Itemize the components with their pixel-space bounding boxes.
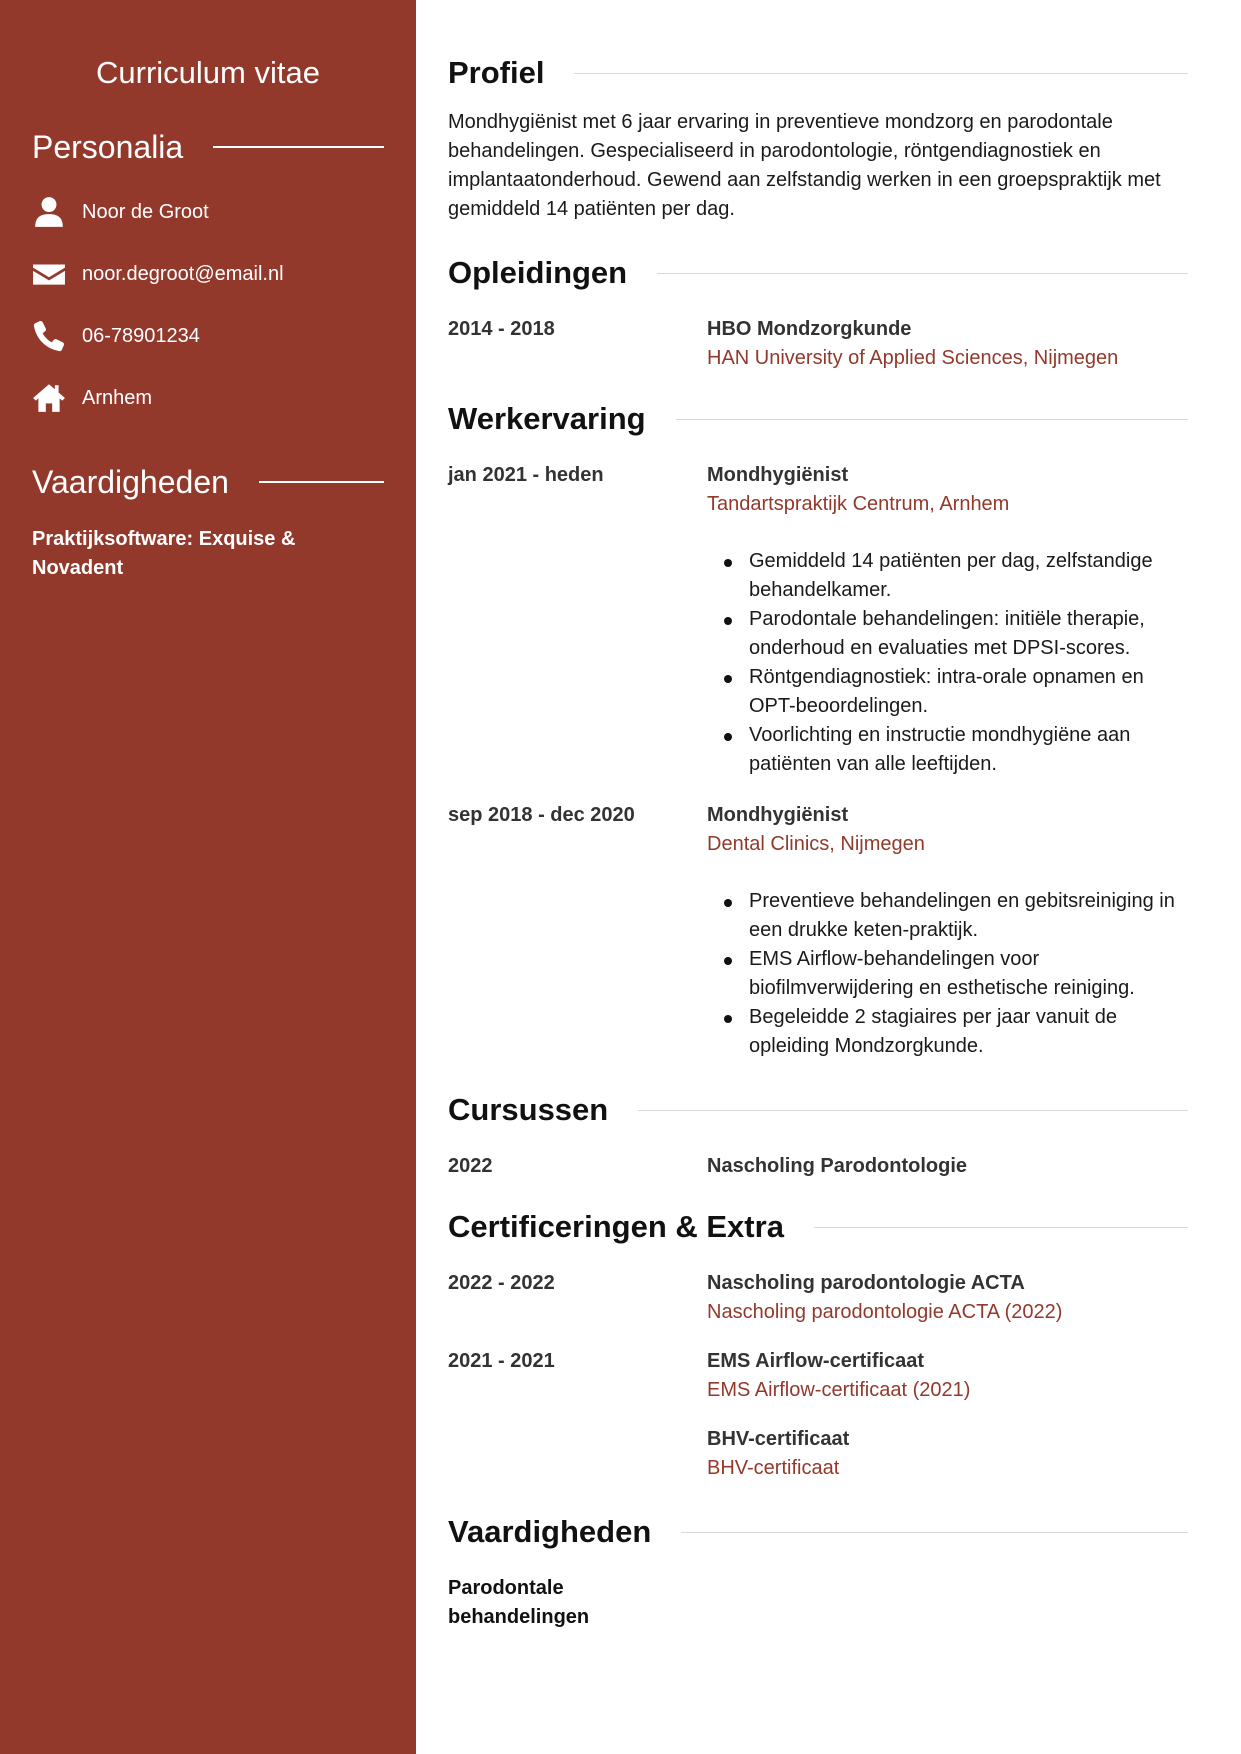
entry-organization: Nascholing parodontologie ACTA (2022) xyxy=(707,1301,1063,1323)
entry-organization: Tandartspraktijk Centrum, Arnhem xyxy=(707,493,1010,515)
experience-heading-label: Werkervaring xyxy=(448,401,646,436)
heading-divider xyxy=(574,73,1188,74)
heading-divider xyxy=(681,1532,1188,1533)
entry-title: Mondhygiënist xyxy=(707,804,849,826)
contact-city-text: Arnhem xyxy=(82,386,153,409)
certification-entry xyxy=(448,1347,1188,1405)
experience-entry xyxy=(448,461,1188,779)
cv-title: Curriculum vitae xyxy=(96,55,320,90)
entry-date: sep 2018 - dec 2020 xyxy=(448,804,635,826)
heading-divider xyxy=(213,146,384,148)
contact-list xyxy=(32,181,384,429)
entry-date: jan 2021 - heden xyxy=(448,464,604,486)
contact-email[interactable] xyxy=(32,243,384,305)
heading-divider xyxy=(259,481,384,483)
entry-body xyxy=(707,1152,1188,1181)
profile-heading-label: Profiel xyxy=(448,55,545,90)
profile-text: Mondhygiënist met 6 jaar ervaring in preventieve mondzorg en parodontale behandelingen. Gespecialiseerd in parodontologie, röntgendiagnostiek en implantaatonderhoud. Gewend aan zelfstandig werken in een groepspraktijk met gemiddeld 14 patiënten per dag. xyxy=(448,111,1161,220)
education-heading-label: Opleidingen xyxy=(448,255,628,290)
entry-title: HBO Mondzorgkunde xyxy=(707,318,912,340)
contact-name xyxy=(32,181,384,243)
experience-entry xyxy=(448,801,1188,1061)
course-entry xyxy=(448,1152,1188,1181)
entry-date: 2022 xyxy=(448,1155,493,1177)
entry-title: Nascholing Parodontologie xyxy=(707,1155,968,1177)
user-icon xyxy=(32,195,66,229)
bullet-item: Begeleidde 2 stagiaires per jaar vanuit de opleiding Mondzorgkunde. xyxy=(707,1003,1188,1061)
entry-body xyxy=(707,1425,1188,1483)
entry-organization: EMS Airflow-certificaat (2021) xyxy=(707,1379,971,1401)
heading-divider xyxy=(676,419,1188,420)
entry-title: BHV-certificaat xyxy=(707,1428,850,1450)
education-heading xyxy=(448,252,1188,294)
entry-date: 2021 - 2021 xyxy=(448,1350,555,1372)
entry-organization: BHV-certificaat xyxy=(707,1457,840,1479)
personalia-heading-label: Personalia xyxy=(32,128,184,165)
bullet-item: Voorlichting en instructie mondhygiëne aan patiënten van alle leeftijden. xyxy=(707,721,1188,779)
envelope-icon xyxy=(32,257,66,291)
entry-title: Nascholing parodontologie ACTA xyxy=(707,1272,1025,1294)
bullet-item: Preventieve behandelingen en gebitsreiniging in een drukke keten-praktijk. xyxy=(707,887,1188,945)
courses-heading-label: Cursussen xyxy=(448,1092,609,1127)
bullet-item: EMS Airflow-behandelingen voor biofilmverwijdering en esthetische reiniging. xyxy=(707,945,1188,1003)
contact-phone-text[interactable]: 06-78901234 xyxy=(82,324,200,347)
entry-bullets xyxy=(707,547,1188,779)
sidebar-skills-heading-label: Vaardigheden xyxy=(32,463,229,500)
entry-body xyxy=(707,461,1188,779)
sidebar-skill-item: Praktijksoftware: Exquise & Novadent xyxy=(32,528,296,579)
bullet-item: Parodontale behandelingen: initiële therapie, onderhoud en evaluaties met DPSI-scores. xyxy=(707,605,1188,663)
entry-title: EMS Airflow-certificaat xyxy=(707,1350,925,1372)
courses-heading xyxy=(448,1089,1188,1131)
experience-heading xyxy=(448,398,1188,440)
skill-item: Parodontale behandelingen xyxy=(448,1577,590,1628)
entry-body xyxy=(707,1347,1188,1405)
certifications-heading-label: Certificeringen & Extra xyxy=(448,1209,784,1244)
skills-heading xyxy=(448,1511,1188,1553)
personalia-heading xyxy=(32,126,384,168)
heading-divider xyxy=(657,273,1188,274)
home-icon xyxy=(32,381,66,415)
certifications-heading xyxy=(448,1206,1188,1248)
phone-icon xyxy=(32,319,66,353)
certification-entry xyxy=(448,1425,1188,1483)
entry-title: Mondhygiënist xyxy=(707,464,849,486)
entry-body xyxy=(707,315,1188,373)
sidebar-skills-heading xyxy=(32,461,384,503)
profile-heading xyxy=(448,52,1188,94)
entry-organization: HAN University of Applied Sciences, Nijmegen xyxy=(707,347,1119,369)
contact-name-text: Noor de Groot xyxy=(82,200,209,223)
entry-date: 2014 - 2018 xyxy=(448,318,555,340)
entry-date xyxy=(448,1425,707,1483)
heading-divider xyxy=(638,1110,1188,1111)
bullet-item: Gemiddeld 14 patiënten per dag, zelfstandige behandelkamer. xyxy=(707,547,1188,605)
entry-body xyxy=(707,1269,1188,1327)
contact-city xyxy=(32,367,384,429)
skills-heading-label: Vaardigheden xyxy=(448,1514,652,1549)
main-content xyxy=(448,0,1188,1632)
entry-bullets xyxy=(707,887,1188,1061)
entry-organization: Dental Clinics, Nijmegen xyxy=(707,833,925,855)
sidebar xyxy=(0,0,416,1754)
contact-phone[interactable] xyxy=(32,305,384,367)
entry-date: 2022 - 2022 xyxy=(448,1272,555,1294)
certification-entry xyxy=(448,1269,1188,1327)
bullet-item: Röntgendiagnostiek: intra-orale opnamen en OPT-beoordelingen. xyxy=(707,663,1188,721)
education-entry xyxy=(448,315,1188,373)
heading-divider xyxy=(814,1227,1188,1228)
contact-email-text[interactable]: noor.degroot@email.nl xyxy=(82,262,284,285)
entry-body xyxy=(707,801,1188,1061)
